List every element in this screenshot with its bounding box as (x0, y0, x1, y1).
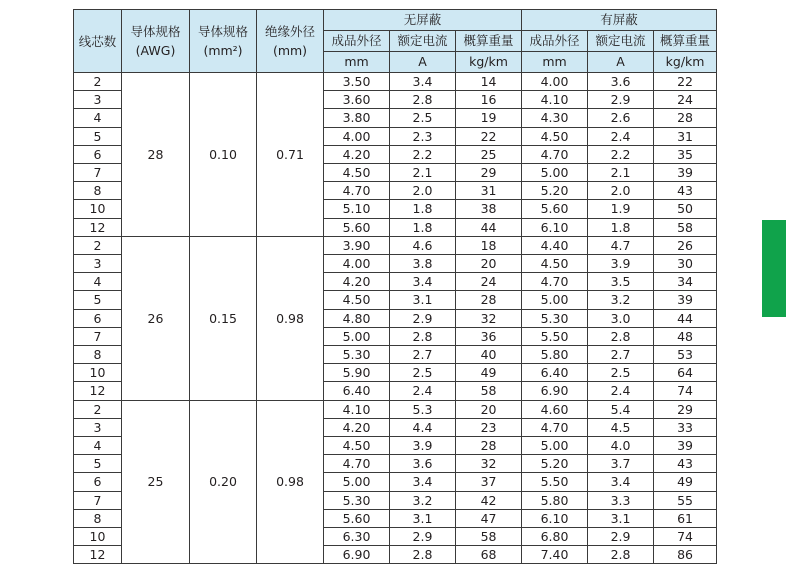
cell-current-unshielded: 2.8 (390, 327, 456, 345)
cell-weight-shielded: 22 (654, 73, 717, 91)
cell-cores: 6 (74, 145, 122, 163)
cell-current-shielded: 2.2 (588, 145, 654, 163)
cell-current-shielded: 3.3 (588, 491, 654, 509)
cell-current-unshielded: 3.4 (390, 273, 456, 291)
cell-insulation-od: 0.98 (257, 400, 324, 564)
cell-weight-unshielded: 42 (456, 491, 522, 509)
cell-weight-unshielded: 18 (456, 236, 522, 254)
cell-weight-unshielded: 58 (456, 382, 522, 400)
cell-current-unshielded: 3.1 (390, 291, 456, 309)
cell-weight-shielded: 64 (654, 364, 717, 382)
cell-cores: 10 (74, 364, 122, 382)
cell-od-shielded: 6.80 (522, 528, 588, 546)
cell-current-shielded: 2.8 (588, 546, 654, 564)
cell-od-shielded: 5.50 (522, 473, 588, 491)
unit-header: kg/km (654, 52, 717, 73)
cell-weight-unshielded: 24 (456, 273, 522, 291)
cell-cores: 12 (74, 382, 122, 400)
cell-weight-unshielded: 37 (456, 473, 522, 491)
cell-weight-unshielded: 58 (456, 528, 522, 546)
cell-current-shielded: 4.7 (588, 236, 654, 254)
cell-weight-unshielded: 40 (456, 346, 522, 364)
cell-weight-unshielded: 32 (456, 309, 522, 327)
cell-cores: 5 (74, 127, 122, 145)
cell-od-shielded: 4.70 (522, 145, 588, 163)
cell-od-shielded: 5.00 (522, 164, 588, 182)
cell-weight-unshielded: 19 (456, 109, 522, 127)
cell-current-shielded: 2.7 (588, 346, 654, 364)
cell-od-unshielded: 5.00 (324, 327, 390, 345)
cell-cores: 4 (74, 109, 122, 127)
cell-current-shielded: 3.4 (588, 473, 654, 491)
cell-weight-shielded: 74 (654, 528, 717, 546)
cell-current-unshielded: 3.4 (390, 473, 456, 491)
cell-cores: 8 (74, 346, 122, 364)
cell-od-unshielded: 4.20 (324, 273, 390, 291)
table-header (74, 10, 717, 73)
cell-current-shielded: 2.8 (588, 327, 654, 345)
cell-od-unshielded: 6.90 (324, 546, 390, 564)
col-header-awg (122, 10, 190, 73)
cell-od-shielded: 6.40 (522, 364, 588, 382)
cell-od-unshielded: 5.30 (324, 491, 390, 509)
cell-weight-unshielded: 49 (456, 364, 522, 382)
cell-current-shielded: 3.0 (588, 309, 654, 327)
cell-awg: 28 (122, 73, 190, 237)
cell-current-unshielded: 2.4 (390, 382, 456, 400)
cell-od-shielded: 5.80 (522, 346, 588, 364)
cell-od-unshielded: 5.10 (324, 200, 390, 218)
cell-cores: 4 (74, 437, 122, 455)
cell-cores: 5 (74, 455, 122, 473)
cell-current-shielded: 3.9 (588, 255, 654, 273)
cell-cores: 12 (74, 218, 122, 236)
cell-weight-shielded: 34 (654, 273, 717, 291)
unit-header: kg/km (456, 52, 522, 73)
cell-current-shielded: 2.5 (588, 364, 654, 382)
cell-weight-shielded: 43 (654, 182, 717, 200)
unit-header: A (390, 52, 456, 73)
cell-current-unshielded: 2.8 (390, 546, 456, 564)
cell-od-unshielded: 4.20 (324, 145, 390, 163)
cell-weight-shielded: 26 (654, 236, 717, 254)
cell-od-shielded: 5.20 (522, 182, 588, 200)
cell-weight-unshielded: 32 (456, 455, 522, 473)
cell-od-shielded: 5.30 (522, 309, 588, 327)
cell-current-unshielded: 2.8 (390, 91, 456, 109)
cell-current-shielded: 2.4 (588, 127, 654, 145)
cell-od-unshielded: 4.50 (324, 437, 390, 455)
cell-od-unshielded: 3.80 (324, 109, 390, 127)
cell-od-unshielded: 4.70 (324, 455, 390, 473)
cell-od-unshielded: 5.90 (324, 364, 390, 382)
cell-weight-unshielded: 47 (456, 509, 522, 527)
cell-od-shielded: 5.60 (522, 200, 588, 218)
table-row (74, 73, 717, 91)
cable-spec-table (73, 9, 717, 564)
cell-weight-shielded: 35 (654, 145, 717, 163)
cell-od-shielded: 5.00 (522, 437, 588, 455)
cell-od-shielded: 4.60 (522, 400, 588, 418)
cell-weight-unshielded: 28 (456, 291, 522, 309)
cell-current-unshielded: 2.2 (390, 145, 456, 163)
cell-weight-shielded: 49 (654, 473, 717, 491)
cell-weight-shielded: 48 (654, 327, 717, 345)
sub-header: 概算重量 (654, 31, 717, 52)
cell-weight-unshielded: 28 (456, 437, 522, 455)
cell-current-shielded: 2.4 (588, 382, 654, 400)
cell-insulation-od: 0.71 (257, 73, 324, 237)
cell-weight-shielded: 39 (654, 437, 717, 455)
cell-weight-shielded: 44 (654, 309, 717, 327)
table-body (74, 73, 717, 564)
cell-cores: 4 (74, 273, 122, 291)
unit-header: mm (324, 52, 390, 73)
cell-weight-shielded: 61 (654, 509, 717, 527)
cell-weight-shielded: 39 (654, 291, 717, 309)
od-label: 绝缘外径 (264, 24, 315, 39)
cell-weight-unshielded: 20 (456, 400, 522, 418)
cell-od-shielded: 4.50 (522, 127, 588, 145)
cell-od-shielded: 4.00 (522, 73, 588, 91)
cell-current-shielded: 2.6 (588, 109, 654, 127)
cell-od-shielded: 6.10 (522, 509, 588, 527)
col-header-insulation-od (257, 10, 324, 73)
cell-area: 0.10 (190, 73, 257, 237)
cell-weight-shielded: 24 (654, 91, 717, 109)
cell-od-unshielded: 5.60 (324, 509, 390, 527)
cell-od-unshielded: 3.90 (324, 236, 390, 254)
cell-weight-shielded: 29 (654, 400, 717, 418)
cell-od-shielded: 4.30 (522, 109, 588, 127)
cell-weight-unshielded: 14 (456, 73, 522, 91)
cell-weight-shielded: 74 (654, 382, 717, 400)
area-unit: (mm²) (203, 43, 243, 58)
cell-od-unshielded: 3.60 (324, 91, 390, 109)
awg-unit: (AWG) (135, 43, 176, 58)
cell-area: 0.15 (190, 236, 257, 400)
col-header-cores: 线芯数 (74, 10, 122, 73)
cell-current-unshielded: 2.9 (390, 528, 456, 546)
cell-od-shielded: 5.80 (522, 491, 588, 509)
cell-od-unshielded: 4.10 (324, 400, 390, 418)
cell-od-unshielded: 6.30 (324, 528, 390, 546)
cell-od-unshielded: 5.60 (324, 218, 390, 236)
cell-od-unshielded: 4.80 (324, 309, 390, 327)
cell-weight-unshielded: 44 (456, 218, 522, 236)
cell-od-shielded: 4.70 (522, 418, 588, 436)
cell-current-shielded: 2.9 (588, 91, 654, 109)
cell-od-unshielded: 6.40 (324, 382, 390, 400)
cell-cores: 5 (74, 291, 122, 309)
cell-current-unshielded: 1.8 (390, 200, 456, 218)
sub-header: 概算重量 (456, 31, 522, 52)
cell-od-shielded: 4.50 (522, 255, 588, 273)
cell-current-unshielded: 2.1 (390, 164, 456, 182)
cell-weight-unshielded: 31 (456, 182, 522, 200)
cell-insulation-od: 0.98 (257, 236, 324, 400)
cell-current-shielded: 2.0 (588, 182, 654, 200)
cell-current-unshielded: 3.9 (390, 437, 456, 455)
cell-weight-unshielded: 36 (456, 327, 522, 345)
cell-current-unshielded: 3.8 (390, 255, 456, 273)
cell-od-shielded: 7.40 (522, 546, 588, 564)
sub-header: 成品外径 (324, 31, 390, 52)
cell-current-unshielded: 3.4 (390, 73, 456, 91)
cell-weight-unshielded: 20 (456, 255, 522, 273)
cell-od-unshielded: 4.50 (324, 164, 390, 182)
table-row (74, 400, 717, 418)
cell-cores: 7 (74, 491, 122, 509)
cell-current-unshielded: 2.5 (390, 364, 456, 382)
cell-current-shielded: 3.2 (588, 291, 654, 309)
cell-cores: 2 (74, 400, 122, 418)
cell-current-unshielded: 3.6 (390, 455, 456, 473)
awg-label: 导体规格 (130, 24, 181, 39)
cell-od-shielded: 6.10 (522, 218, 588, 236)
cell-weight-shielded: 55 (654, 491, 717, 509)
cell-weight-shielded: 58 (654, 218, 717, 236)
cell-cores: 8 (74, 509, 122, 527)
cell-current-unshielded: 2.5 (390, 109, 456, 127)
cell-weight-shielded: 31 (654, 127, 717, 145)
cell-od-shielded: 4.70 (522, 273, 588, 291)
cell-current-shielded: 2.1 (588, 164, 654, 182)
cell-awg: 25 (122, 400, 190, 564)
cell-cores: 12 (74, 546, 122, 564)
unit-header: A (588, 52, 654, 73)
cell-od-unshielded: 4.70 (324, 182, 390, 200)
sub-header: 额定电流 (390, 31, 456, 52)
cell-weight-shielded: 43 (654, 455, 717, 473)
cell-current-unshielded: 2.0 (390, 182, 456, 200)
col-header-area (190, 10, 257, 73)
cell-od-unshielded: 5.30 (324, 346, 390, 364)
cell-cores: 2 (74, 73, 122, 91)
cell-weight-unshielded: 22 (456, 127, 522, 145)
cell-weight-shielded: 50 (654, 200, 717, 218)
cell-current-shielded: 5.4 (588, 400, 654, 418)
cell-current-unshielded: 4.4 (390, 418, 456, 436)
cell-od-shielded: 4.10 (522, 91, 588, 109)
cell-weight-shielded: 39 (654, 164, 717, 182)
group-header-unshielded: 无屏蔽 (324, 10, 522, 31)
cell-cores: 10 (74, 528, 122, 546)
cell-weight-unshielded: 16 (456, 91, 522, 109)
side-tab-marker (762, 220, 786, 317)
cell-cores: 6 (74, 473, 122, 491)
cell-od-unshielded: 3.50 (324, 73, 390, 91)
cell-current-shielded: 1.9 (588, 200, 654, 218)
cell-current-shielded: 3.6 (588, 73, 654, 91)
cell-weight-shielded: 86 (654, 546, 717, 564)
table-row (74, 236, 717, 254)
cell-area: 0.20 (190, 400, 257, 564)
cell-od-unshielded: 4.00 (324, 127, 390, 145)
cell-current-unshielded: 5.3 (390, 400, 456, 418)
cell-current-unshielded: 2.9 (390, 309, 456, 327)
cell-weight-shielded: 33 (654, 418, 717, 436)
cell-current-unshielded: 3.1 (390, 509, 456, 527)
cell-current-shielded: 3.1 (588, 509, 654, 527)
cell-od-unshielded: 4.20 (324, 418, 390, 436)
cell-cores: 2 (74, 236, 122, 254)
cell-current-shielded: 3.5 (588, 273, 654, 291)
cell-weight-unshielded: 23 (456, 418, 522, 436)
cell-od-shielded: 4.40 (522, 236, 588, 254)
sub-header: 额定电流 (588, 31, 654, 52)
cell-current-shielded: 2.9 (588, 528, 654, 546)
cell-weight-unshielded: 68 (456, 546, 522, 564)
cell-current-shielded: 1.8 (588, 218, 654, 236)
cell-weight-shielded: 30 (654, 255, 717, 273)
unit-header: mm (522, 52, 588, 73)
cell-od-shielded: 5.00 (522, 291, 588, 309)
cell-current-unshielded: 2.3 (390, 127, 456, 145)
cell-current-shielded: 4.0 (588, 437, 654, 455)
cell-current-unshielded: 2.7 (390, 346, 456, 364)
cell-cores: 8 (74, 182, 122, 200)
cell-weight-shielded: 28 (654, 109, 717, 127)
cell-weight-shielded: 53 (654, 346, 717, 364)
sub-header: 成品外径 (522, 31, 588, 52)
cell-od-shielded: 5.50 (522, 327, 588, 345)
cell-cores: 7 (74, 164, 122, 182)
area-label: 导体规格 (197, 24, 248, 39)
cell-cores: 3 (74, 91, 122, 109)
cell-current-unshielded: 1.8 (390, 218, 456, 236)
cell-weight-unshielded: 29 (456, 164, 522, 182)
group-header-shielded: 有屏蔽 (522, 10, 717, 31)
cell-od-shielded: 5.20 (522, 455, 588, 473)
cell-od-unshielded: 4.50 (324, 291, 390, 309)
cell-current-shielded: 4.5 (588, 418, 654, 436)
cell-cores: 10 (74, 200, 122, 218)
cell-current-unshielded: 4.6 (390, 236, 456, 254)
cell-cores: 6 (74, 309, 122, 327)
cell-current-unshielded: 3.2 (390, 491, 456, 509)
cell-weight-unshielded: 25 (456, 145, 522, 163)
cell-cores: 3 (74, 418, 122, 436)
cell-od-unshielded: 5.00 (324, 473, 390, 491)
cell-od-shielded: 6.90 (522, 382, 588, 400)
cell-od-unshielded: 4.00 (324, 255, 390, 273)
cell-current-shielded: 3.7 (588, 455, 654, 473)
cell-awg: 26 (122, 236, 190, 400)
cell-weight-unshielded: 38 (456, 200, 522, 218)
od-unit: (mm) (272, 43, 308, 58)
cell-cores: 3 (74, 255, 122, 273)
cell-cores: 7 (74, 327, 122, 345)
